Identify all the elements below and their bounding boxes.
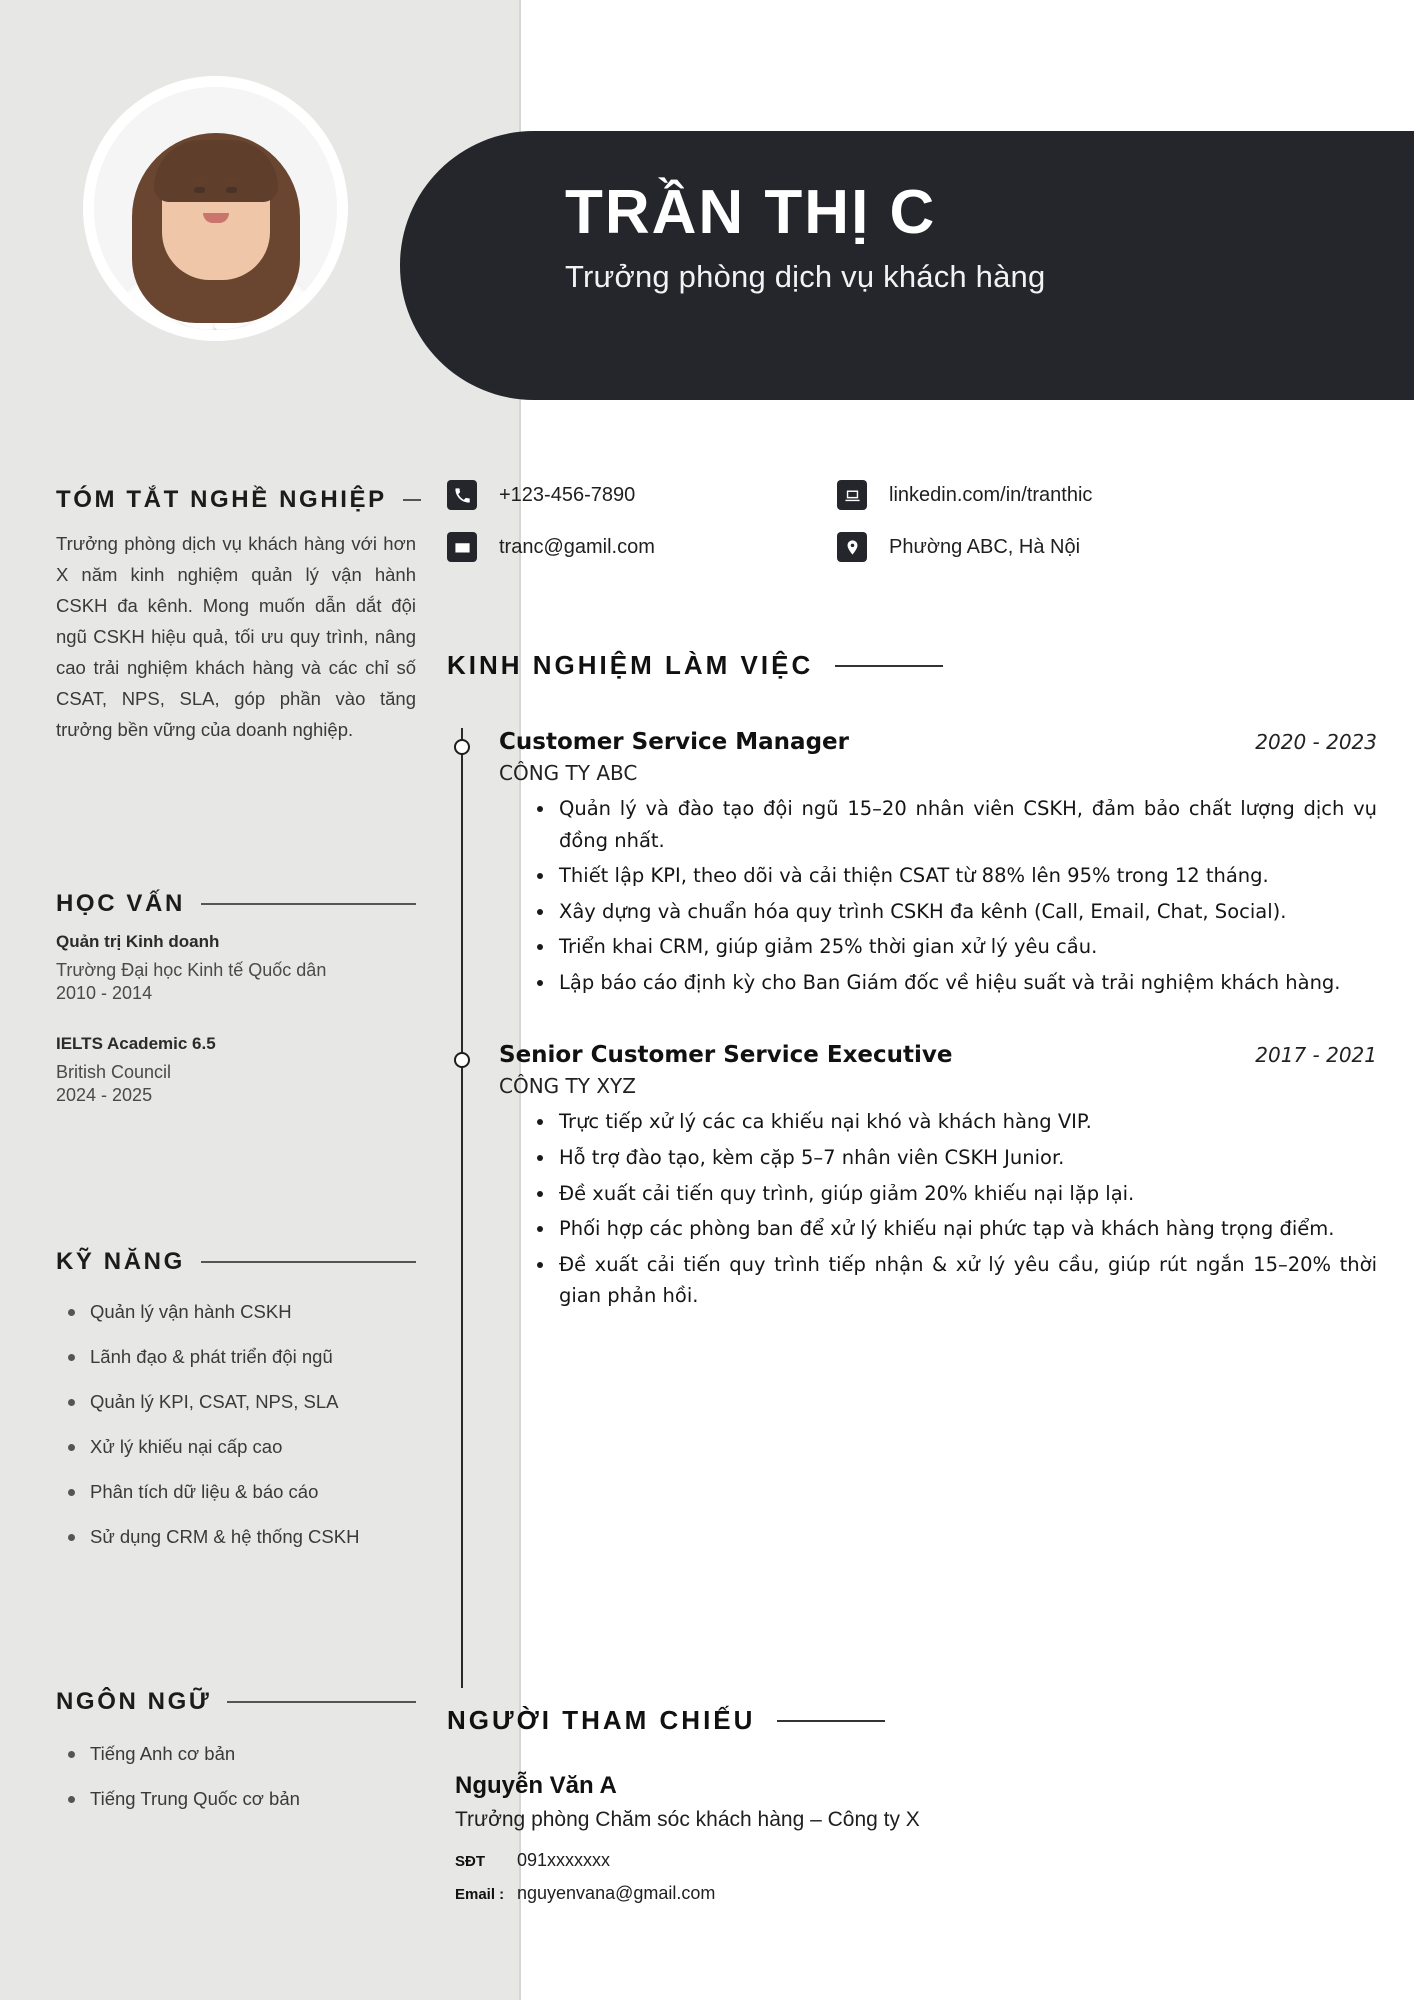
- summary-text: Trưởng phòng dịch vụ khách hàng với hơn X năm kinh nghiệm quản lý vận hành CSKH đa kênh. Mong muốn dẫn dắt đội ngũ CSKH hiệu quả, tối ưu quy trình, nâng cao trải nghiệm khách hàng và các chỉ số CSAT, NPS, SLA, góp phần vào tăng trưởng bền vững của doanh nghiệp.: [56, 533, 416, 741]
- experience-item-header: [499, 1042, 1377, 1068]
- experience-item-header: [499, 729, 1377, 755]
- heading-rule: [201, 903, 416, 905]
- list-item: Phối hợp các phòng ban để xử lý khiếu nại phức tạp và khách hàng trọng điểm.: [529, 1213, 1377, 1245]
- contact-linkedin-text: linkedin.com/in/tranthic: [889, 483, 1093, 506]
- heading-rule: [403, 499, 421, 501]
- contact-location[interactable]: [837, 532, 1267, 562]
- email-icon: [447, 532, 477, 562]
- education-heading: [56, 890, 416, 918]
- job-title: Trưởng phòng dịch vụ khách hàng: [565, 259, 1046, 295]
- contact-email-text: tranc@gamil.com: [499, 535, 655, 558]
- experience-date: 2017 - 2021: [1255, 1043, 1377, 1068]
- list-item: Xử lý khiếu nại cấp cao: [56, 1435, 416, 1460]
- list-item: Trực tiếp xử lý các ca khiếu nại khó và khách hàng VIP.: [529, 1106, 1377, 1138]
- contact-email[interactable]: [447, 532, 837, 562]
- section-experience: [447, 650, 1377, 1316]
- education-degree: Quản trị Kinh doanh: [56, 932, 220, 951]
- contact-linkedin[interactable]: [837, 480, 1267, 510]
- education-item: [56, 932, 416, 1004]
- heading-rule: [777, 1720, 885, 1722]
- list-item: Triển khai CRM, giúp giảm 25% thời gian xử lý yêu cầu.: [529, 931, 1377, 963]
- list-item: Đề xuất cải tiến quy trình, giúp giảm 20% khiếu nại lặp lại.: [529, 1178, 1377, 1210]
- list-item: Đề xuất cải tiến quy trình tiếp nhận & xử lý yêu cầu, giúp rút ngắn 15–20% thời gian phản hồi.: [529, 1249, 1377, 1312]
- skills-title: KỸ NĂNG: [56, 1248, 185, 1275]
- contact-location-text: Phường ABC, Hà Nội: [889, 535, 1081, 558]
- timeline-dot-icon: [454, 739, 470, 755]
- phone-icon: [447, 480, 477, 510]
- header-text-group: [565, 180, 1395, 295]
- heading-rule: [835, 665, 943, 667]
- avatar-image: [94, 87, 337, 330]
- experience-company: CÔNG TY XYZ: [499, 1074, 636, 1099]
- section-education: [56, 890, 416, 1128]
- list-item: Thiết lập KPI, theo dõi và cải thiện CSAT từ 88% lên 95% trong 12 tháng.: [529, 860, 1377, 892]
- experience-item: [447, 1042, 1377, 1311]
- skills-heading: [56, 1248, 416, 1276]
- summary-title: TÓM TẮT NGHỀ NGHIỆP: [56, 486, 387, 513]
- contact-phone-text: +123-456-7890: [499, 483, 636, 506]
- section-languages: [56, 1688, 416, 1832]
- heading-rule: [201, 1261, 416, 1263]
- reference-phone-label: SĐT: [455, 1853, 485, 1870]
- experience-bullets: [529, 793, 1377, 998]
- summary-heading: [56, 486, 416, 514]
- reference-role: Trưởng phòng Chăm sóc khách hàng – Công ty X: [455, 1808, 920, 1831]
- experience-date: 2020 - 2023: [1255, 730, 1377, 754]
- list-item: Sử dụng CRM & hệ thống CSKH: [56, 1525, 416, 1550]
- contact-info: [447, 480, 1367, 584]
- education-item: [56, 1034, 416, 1106]
- timeline-dot-icon: [454, 1052, 470, 1068]
- experience-heading: [447, 650, 1377, 681]
- list-item: Quản lý KPI, CSAT, NPS, SLA: [56, 1390, 416, 1415]
- list-item: Quản lý và đào tạo đội ngũ 15–20 nhân viên CSKH, đảm bảo chất lượng dịch vụ đồng nhất.: [529, 793, 1377, 856]
- list-item: Lập báo cáo định kỳ cho Ban Giám đốc về hiệu suất và trải nghiệm khách hàng.: [529, 967, 1377, 999]
- education-degree: IELTS Academic 6.5: [56, 1034, 216, 1054]
- languages-title: NGÔN NGỮ: [56, 1688, 212, 1715]
- section-references: [447, 1705, 1377, 1916]
- list-item: Xây dựng và chuẩn hóa quy trình CSKH đa kênh (Call, Email, Chat, Social).: [529, 896, 1377, 928]
- location-pin-icon: [837, 532, 867, 562]
- experience-item: [447, 729, 1377, 998]
- list-item: Hỗ trợ đào tạo, kèm cặp 5–7 nhân viên CSKH Junior.: [529, 1142, 1377, 1174]
- experience-bullets: [529, 1106, 1377, 1311]
- contact-row-1: [447, 480, 1367, 510]
- section-skills: [56, 1248, 416, 1570]
- languages-heading: [56, 1688, 416, 1716]
- list-item: Tiếng Anh cơ bản: [56, 1742, 416, 1767]
- education-school: Trường Đại học Kinh tế Quốc dân: [56, 960, 327, 980]
- page-title: TRẦN THỊ C: [565, 178, 937, 247]
- reference-email-label: Email :: [455, 1886, 505, 1903]
- experience-role: Customer Service Manager: [499, 729, 849, 755]
- education-date: 2010 - 2014: [56, 983, 153, 1004]
- experience-role: Senior Customer Service Executive: [499, 1042, 953, 1069]
- reference-card: [447, 1772, 1377, 1904]
- education-school: British Council: [56, 1062, 172, 1083]
- reference-phone-line: [455, 1850, 1377, 1871]
- experience-title: KINH NGHIỆM LÀM VIỆC: [447, 650, 814, 680]
- references-heading: [447, 1705, 1377, 1736]
- reference-name: Nguyễn Văn A: [455, 1772, 617, 1799]
- laptop-icon: [837, 480, 867, 510]
- reference-phone-value: 091xxxxxxx: [517, 1850, 611, 1870]
- section-summary: [56, 486, 416, 746]
- heading-rule: [227, 1701, 416, 1703]
- avatar: [83, 76, 348, 341]
- contact-phone[interactable]: [447, 480, 837, 510]
- list-item: Tiếng Trung Quốc cơ bản: [56, 1787, 416, 1812]
- experience-company: CÔNG TY ABC: [499, 761, 638, 785]
- list-item: Lãnh đạo & phát triển đội ngũ: [56, 1345, 416, 1370]
- list-item: Phân tích dữ liệu & báo cáo: [56, 1480, 416, 1505]
- reference-email-value: nguyenvana@gmail.com: [517, 1883, 716, 1903]
- skills-list: [56, 1300, 416, 1550]
- list-item: Quản lý vận hành CSKH: [56, 1300, 416, 1325]
- languages-list: [56, 1742, 416, 1812]
- contact-row-2: [447, 532, 1367, 562]
- reference-email-line: [455, 1883, 1377, 1904]
- education-title: HỌC VẤN: [56, 890, 185, 917]
- education-date: 2024 - 2025: [56, 1085, 153, 1106]
- references-title: NGƯỜI THAM CHIẾU: [447, 1705, 756, 1735]
